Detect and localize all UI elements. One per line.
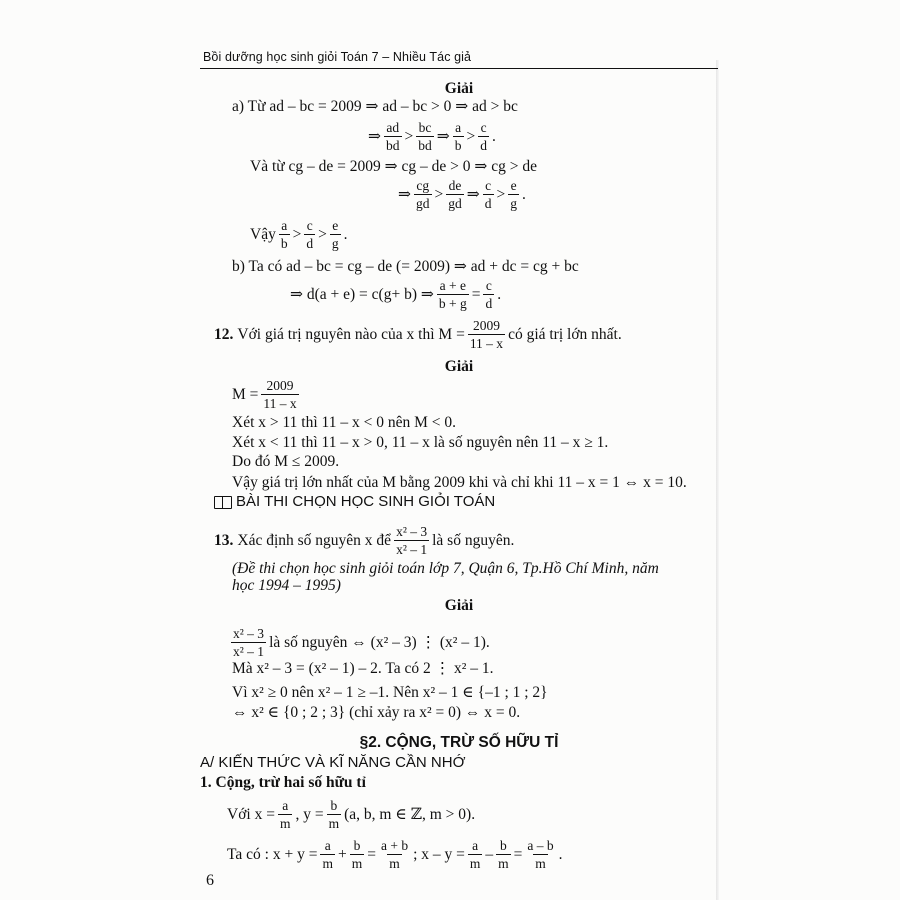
fraction: $\frac{c}{d}$ [306, 218, 314, 251]
p13-source-line1: (Đề thi chọn học sinh giỏi toán lớp 7, Quận 6, Tp.Hồ Chí Minh, năm [232, 560, 659, 577]
rational-definition: Với x = $\frac{a}{m}$ , y = $\frac{b}{m}$ (a, b, m ∈ ℤ, m > 0). [227, 798, 476, 831]
p13-line3: Vì x² ≥ 0 nên x² – 1 ≥ –1. Nên x² – 1 ∈ {–1 ; 1 ; 2} [232, 684, 548, 701]
p12-statement: 12. Với giá trị nguyên nào của x thì M = $\frac{2009}{11 - x}$ có giá trị lớn nhất. [214, 318, 622, 351]
p12-m-def: M = $\frac{2009}{11 - x}$ [232, 378, 297, 411]
fraction: $\frac{\text{x² – 3}}{\text{x² – 1}}$ [233, 626, 265, 659]
fraction: $\frac{a - b}{m}$ [527, 838, 554, 871]
fraction: $\frac{2009}{11 - x}$ [263, 378, 297, 411]
solution-heading: Giải [444, 80, 474, 97]
p12-line4: Vậy giá trị lớn nhất của M bằng 2009 khi và chỉ khi 11 – x = 1 ⇔ x = 10. [232, 474, 687, 491]
p11-b-line1: b) Ta có ad – bc = cg – de (= 2009) ⇒ ad + dc = cg + bc [232, 258, 579, 275]
fraction: $\frac{a}{b}$ [280, 218, 288, 251]
header-rule [200, 68, 718, 69]
fraction: $\frac{e}{g}$ [510, 178, 517, 211]
fraction: $\frac{bc}{bd}$ [418, 120, 432, 153]
solution-heading: Giải [444, 597, 474, 614]
fraction: $\frac{2009}{11 - x}$ [469, 318, 504, 351]
fraction: $\frac{c}{d}$ [485, 278, 493, 311]
sum-difference-formula: Ta có : x + y = $\frac{a}{m}$ + $\frac{b}{m}$ = $\frac{a + b}{m}$ ; x – y = $\frac{a}{m}$ – $\frac{b}{m}$ = $\frac{a - b}{m}$ . [227, 838, 563, 871]
subsection-title: 1. Cộng, trừ hai số hữu tỉ [200, 774, 366, 791]
fraction: $\frac{a}{m}$ [322, 838, 333, 871]
p11-b-line2: ⇒ d(a + e) = c(g+ b) ⇒ $\frac{a + e}{b + g}$ = $\frac{c}{d}$ . [290, 278, 502, 311]
fraction: $\frac{c}{d}$ [484, 178, 492, 211]
page-spine-shadow [716, 60, 719, 900]
p11-a-line4: ⇒ $\frac{cg}{gd}$ > $\frac{de}{gd}$ ⇒ $\frac{c}{d}$ > $\frac{e}{g}$ . [398, 178, 526, 211]
fraction: $\frac{e}{g}$ [331, 218, 339, 251]
fraction: $\frac{cg}{gd}$ [416, 178, 430, 211]
fraction: $\frac{a}{b}$ [454, 120, 462, 153]
fraction: $\frac{b}{m}$ [498, 838, 509, 871]
fraction: $\frac{a}{m}$ [279, 798, 291, 831]
p13-source-line2: học 1994 – 1995) [232, 577, 341, 594]
running-header: Bồi dưỡng học sinh giỏi Toán 7 – Nhiều Tác giả [203, 50, 472, 64]
book-icon [214, 496, 232, 509]
p12-line2: Xét x < 11 thì 11 – x > 0, 11 – x là số nguyên nên 11 – x ≥ 1. [232, 434, 609, 451]
section-title: §2. CỘNG, TRỪ SỐ HỮU TỈ [359, 734, 559, 751]
fraction: $\frac{a + e}{b + g}$ [438, 278, 467, 311]
p11-a-line1: a) Từ ad – bc = 2009 ⇒ ad – bc > 0 ⇒ ad > bc [232, 98, 518, 115]
fraction: $\frac{de}{gd}$ [448, 178, 462, 211]
p11-a-line2: ⇒ $\frac{ad}{bd}$ > $\frac{bc}{bd}$ ⇒ $\frac{a}{b}$ > $\frac{c}{d}$ . [368, 120, 496, 153]
p13-line2: Mà x² – 3 = (x² – 1) – 2. Ta có 2 ⋮ x² – 1. [232, 660, 494, 677]
fraction: $\frac{c}{d}$ [480, 120, 487, 153]
p13-line1: $\frac{\text{x² – 3}}{\text{x² – 1}}$ là số nguyên ⇔ (x² – 3) ⋮ (x² – 1). [233, 626, 490, 659]
contest-section-title: BÀI THI CHỌN HỌC SINH GIỎI TOÁN [214, 493, 495, 511]
fraction: $\frac{a + b}{m}$ [380, 838, 409, 871]
fraction: $\frac{\text{x² – 3}}{\text{x² – 1}}$ [396, 524, 428, 557]
p11-a-line5: Vậy $\frac{a}{b}$ > $\frac{c}{d}$ > $\frac{e}{g}$ . [250, 218, 348, 251]
fraction: $\frac{ad}{bd}$ [386, 120, 400, 153]
solution-heading: Giải [444, 358, 474, 375]
section-subtitle: A/ KIẾN THỨC VÀ KĨ NĂNG CẦN NHỚ [200, 754, 466, 771]
p13-statement: 13. Xác định số nguyên x để $\frac{\text{x² – 3}}{\text{x² – 1}}$ là số nguyên. [214, 524, 515, 557]
fraction: $\frac{a}{m}$ [469, 838, 481, 871]
p13-line4: ⇔ x² ∈ {0 ; 2 ; 3} (chỉ xảy ra x² = 0) ⇔ x = 0. [232, 704, 521, 721]
p11-a-line3: Và từ cg – de = 2009 ⇒ cg – de > 0 ⇒ cg > de [250, 158, 538, 175]
page-number: 6 [206, 872, 214, 889]
p12-line1: Xét x > 11 thì 11 – x < 0 nên M < 0. [232, 414, 456, 431]
fraction: $\frac{b}{m}$ [328, 798, 340, 831]
fraction: $\frac{b}{m}$ [351, 838, 363, 871]
p12-line3: Do đó M ≤ 2009. [232, 453, 340, 470]
